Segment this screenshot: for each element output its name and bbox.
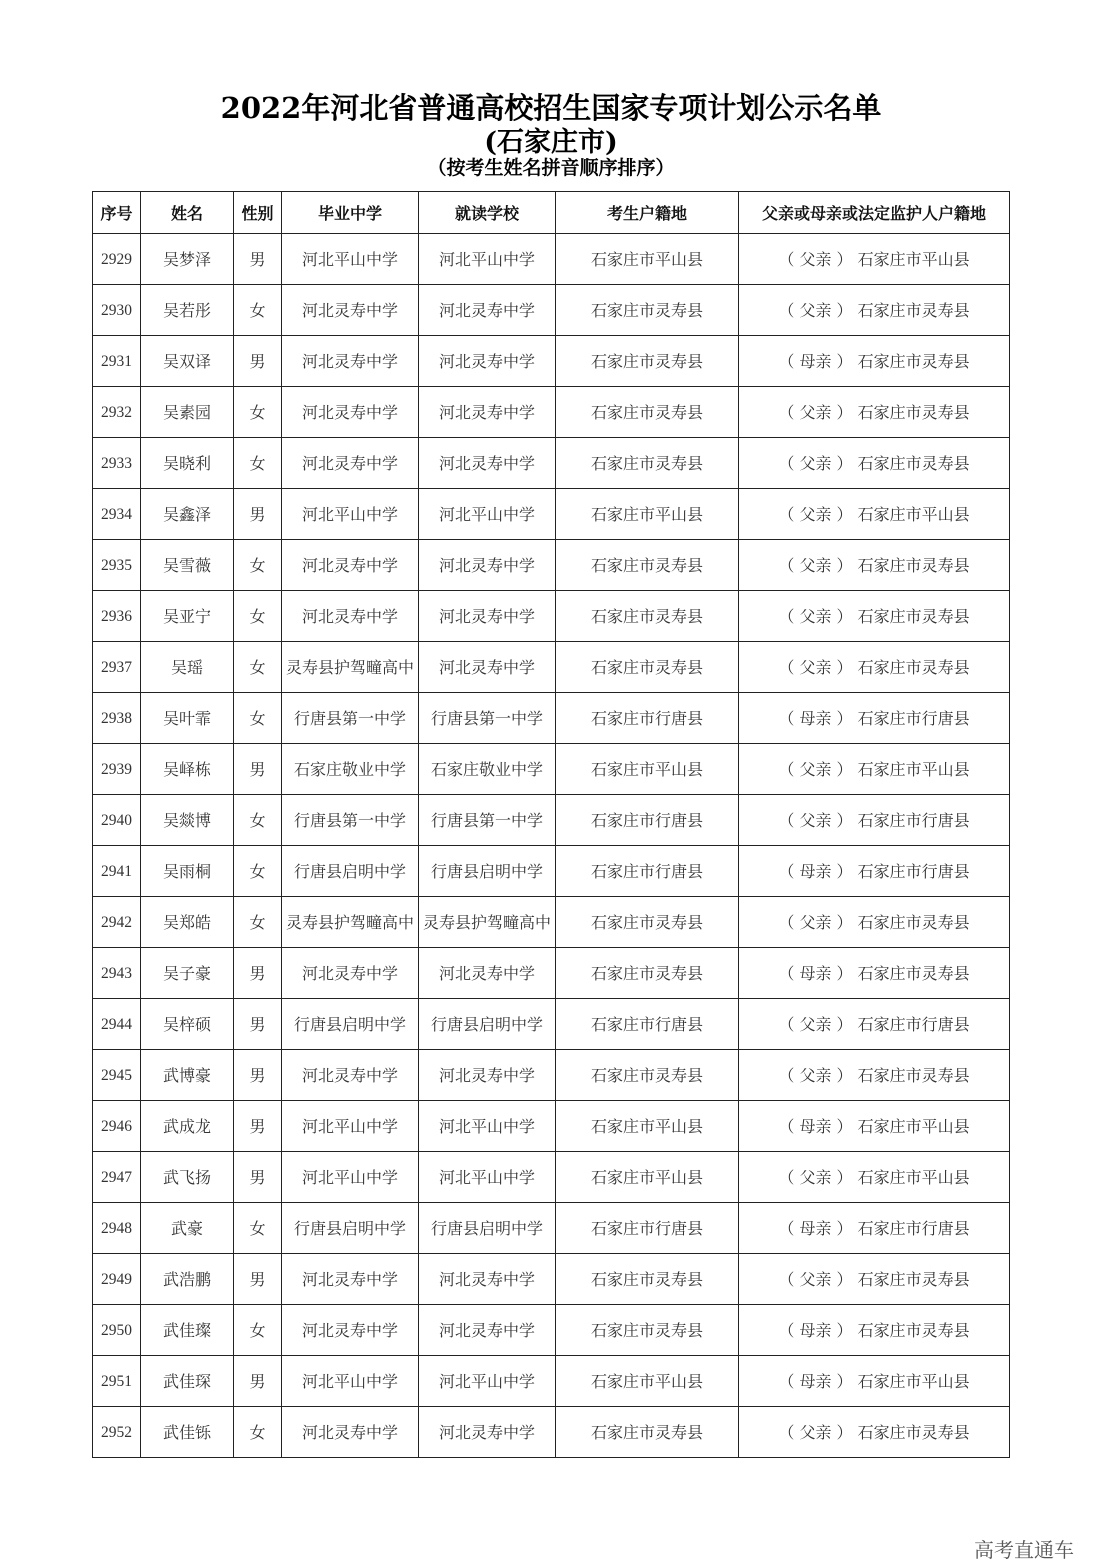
- cell-graduation-school: 河北灵寿中学: [282, 285, 419, 336]
- table-row: [93, 795, 1010, 846]
- cell-gender: 男: [234, 999, 282, 1050]
- table-row: [93, 642, 1010, 693]
- cell-name: 吴晓利: [141, 438, 234, 489]
- cell-household-registration: 石家庄市灵寿县: [556, 897, 739, 948]
- cell-gender: 男: [234, 1152, 282, 1203]
- cell-parent-household-registration: （ 父亲 ） 石家庄市灵寿县: [739, 591, 1010, 642]
- document-title: 2022年河北省普通高校招生国家专项计划公示名单: [220, 91, 882, 125]
- cell-household-registration: 石家庄市灵寿县: [556, 1407, 739, 1458]
- cell-gender: 男: [234, 1254, 282, 1305]
- cell-household-registration: 石家庄市灵寿县: [556, 285, 739, 336]
- cell-parent-household-registration: （ 父亲 ） 石家庄市行唐县: [739, 999, 1010, 1050]
- table-row: [93, 489, 1010, 540]
- cell-parent-household-registration: （ 父亲 ） 石家庄市灵寿县: [739, 387, 1010, 438]
- cell-gender: 女: [234, 438, 282, 489]
- cell-name: 吴素园: [141, 387, 234, 438]
- cell-gender: 女: [234, 1203, 282, 1254]
- cell-household-registration: 石家庄市灵寿县: [556, 642, 739, 693]
- cell-household-registration: 石家庄市灵寿县: [556, 438, 739, 489]
- cell-graduation-school: 行唐县启明中学: [282, 846, 419, 897]
- cell-parent-household-registration: （ 母亲 ） 石家庄市灵寿县: [739, 1305, 1010, 1356]
- cell-parent-household-registration: （ 父亲 ） 石家庄市灵寿县: [739, 897, 1010, 948]
- cell-graduation-school: 河北灵寿中学: [282, 948, 419, 999]
- table-row: [93, 1305, 1010, 1356]
- cell-parent-household-registration: （ 父亲 ） 石家庄市灵寿县: [739, 1407, 1010, 1458]
- cell-gender: 男: [234, 489, 282, 540]
- document-subtitle-city: (石家庄市): [484, 127, 618, 158]
- cell-household-registration: 石家庄市灵寿县: [556, 387, 739, 438]
- cell-graduation-school: 河北灵寿中学: [282, 1407, 419, 1458]
- cell-household-registration: 石家庄市平山县: [556, 1356, 739, 1407]
- cell-graduation-school: 河北灵寿中学: [282, 1254, 419, 1305]
- cell-name: 武飞扬: [141, 1152, 234, 1203]
- cell-parent-household-registration: （ 父亲 ） 石家庄市灵寿县: [739, 1254, 1010, 1305]
- table-row: [93, 999, 1010, 1050]
- cell-household-registration: 石家庄市灵寿县: [556, 1305, 739, 1356]
- watermark-text: 高考直通车: [974, 1538, 1074, 1562]
- cell-graduation-school: 河北灵寿中学: [282, 387, 419, 438]
- cell-graduation-school: 河北平山中学: [282, 489, 419, 540]
- cell-gender: 女: [234, 642, 282, 693]
- header-gender: 性别: [234, 192, 282, 234]
- cell-household-registration: 石家庄市平山县: [556, 1101, 739, 1152]
- cell-current-school: 河北灵寿中学: [419, 642, 556, 693]
- cell-household-registration: 石家庄市平山县: [556, 489, 739, 540]
- cell-current-school: 河北灵寿中学: [419, 387, 556, 438]
- cell-current-school: 河北灵寿中学: [419, 1254, 556, 1305]
- cell-parent-household-registration: （ 父亲 ） 石家庄市平山县: [739, 1152, 1010, 1203]
- cell-household-registration: 石家庄市行唐县: [556, 1203, 739, 1254]
- cell-household-registration: 石家庄市行唐县: [556, 846, 739, 897]
- cell-graduation-school: 河北平山中学: [282, 1152, 419, 1203]
- cell-name: 吴亚宁: [141, 591, 234, 642]
- cell-gender: 女: [234, 795, 282, 846]
- cell-name: 吴若彤: [141, 285, 234, 336]
- cell-current-school: 河北平山中学: [419, 1152, 556, 1203]
- cell-serial-number: 2943: [93, 948, 141, 999]
- cell-current-school: 行唐县启明中学: [419, 999, 556, 1050]
- cell-current-school: 河北灵寿中学: [419, 336, 556, 387]
- cell-graduation-school: 河北平山中学: [282, 1101, 419, 1152]
- header-name: 姓名: [141, 192, 234, 234]
- cell-gender: 男: [234, 948, 282, 999]
- cell-serial-number: 2938: [93, 693, 141, 744]
- header-parent-household-registration: 父亲或母亲或法定监护人户籍地: [739, 192, 1010, 234]
- cell-graduation-school: 河北灵寿中学: [282, 336, 419, 387]
- cell-household-registration: 石家庄市灵寿县: [556, 336, 739, 387]
- cell-gender: 女: [234, 693, 282, 744]
- cell-parent-household-registration: （ 父亲 ） 石家庄市行唐县: [739, 795, 1010, 846]
- header-current-school: 就读学校: [419, 192, 556, 234]
- cell-household-registration: 石家庄市灵寿县: [556, 591, 739, 642]
- cell-serial-number: 2930: [93, 285, 141, 336]
- cell-parent-household-registration: （ 母亲 ） 石家庄市行唐县: [739, 1203, 1010, 1254]
- cell-name: 武博豪: [141, 1050, 234, 1101]
- cell-parent-household-registration: （ 母亲 ） 石家庄市行唐县: [739, 693, 1010, 744]
- cell-graduation-school: 行唐县启明中学: [282, 1203, 419, 1254]
- table-row: [93, 1050, 1010, 1101]
- cell-gender: 男: [234, 336, 282, 387]
- cell-serial-number: 2945: [93, 1050, 141, 1101]
- cell-name: 武豪: [141, 1203, 234, 1254]
- cell-household-registration: 石家庄市行唐县: [556, 999, 739, 1050]
- cell-current-school: 河北灵寿中学: [419, 1305, 556, 1356]
- cell-serial-number: 2947: [93, 1152, 141, 1203]
- cell-current-school: 石家庄敬业中学: [419, 744, 556, 795]
- table-row: [93, 948, 1010, 999]
- cell-household-registration: 石家庄市灵寿县: [556, 540, 739, 591]
- cell-current-school: 河北平山中学: [419, 1356, 556, 1407]
- table-row: [93, 285, 1010, 336]
- cell-serial-number: 2950: [93, 1305, 141, 1356]
- cell-serial-number: 2934: [93, 489, 141, 540]
- cell-serial-number: 2939: [93, 744, 141, 795]
- cell-current-school: 河北平山中学: [419, 234, 556, 285]
- cell-name: 吴瑶: [141, 642, 234, 693]
- cell-parent-household-registration: （ 父亲 ） 石家庄市灵寿县: [739, 438, 1010, 489]
- cell-graduation-school: 灵寿县护驾疃高中: [282, 642, 419, 693]
- cell-gender: 女: [234, 591, 282, 642]
- table-row: [93, 744, 1010, 795]
- cell-current-school: 行唐县第一中学: [419, 795, 556, 846]
- cell-serial-number: 2937: [93, 642, 141, 693]
- cell-current-school: 灵寿县护驾疃高中: [419, 897, 556, 948]
- cell-current-school: 河北平山中学: [419, 1101, 556, 1152]
- cell-name: 武佳璨: [141, 1305, 234, 1356]
- cell-name: 吴鑫泽: [141, 489, 234, 540]
- cell-current-school: 河北灵寿中学: [419, 1407, 556, 1458]
- cell-serial-number: 2932: [93, 387, 141, 438]
- table-row: [93, 1203, 1010, 1254]
- cell-name: 武佳铄: [141, 1407, 234, 1458]
- table-row: [93, 846, 1010, 897]
- table-row: [93, 897, 1010, 948]
- table-row: [93, 1152, 1010, 1203]
- header-graduation-school: 毕业中学: [282, 192, 419, 234]
- cell-graduation-school: 行唐县第一中学: [282, 795, 419, 846]
- cell-gender: 男: [234, 234, 282, 285]
- cell-gender: 女: [234, 1407, 282, 1458]
- cell-name: 武成龙: [141, 1101, 234, 1152]
- cell-household-registration: 石家庄市行唐县: [556, 693, 739, 744]
- table-row: [93, 1101, 1010, 1152]
- cell-parent-household-registration: （ 母亲 ） 石家庄市灵寿县: [739, 948, 1010, 999]
- cell-name: 武浩鹏: [141, 1254, 234, 1305]
- cell-gender: 男: [234, 1050, 282, 1101]
- cell-name: 吴郑皓: [141, 897, 234, 948]
- cell-serial-number: 2935: [93, 540, 141, 591]
- cell-serial-number: 2940: [93, 795, 141, 846]
- cell-parent-household-registration: （ 父亲 ） 石家庄市灵寿县: [739, 285, 1010, 336]
- cell-gender: 女: [234, 285, 282, 336]
- cell-serial-number: 2951: [93, 1356, 141, 1407]
- cell-graduation-school: 河北平山中学: [282, 234, 419, 285]
- table-row: [93, 540, 1010, 591]
- cell-name: 吴梦泽: [141, 234, 234, 285]
- cell-graduation-school: 行唐县启明中学: [282, 999, 419, 1050]
- cell-parent-household-registration: （ 父亲 ） 石家庄市平山县: [739, 744, 1010, 795]
- cell-gender: 女: [234, 846, 282, 897]
- cell-parent-household-registration: （ 父亲 ） 石家庄市平山县: [739, 234, 1010, 285]
- table-row: [93, 438, 1010, 489]
- cell-serial-number: 2944: [93, 999, 141, 1050]
- cell-serial-number: 2931: [93, 336, 141, 387]
- cell-gender: 女: [234, 897, 282, 948]
- cell-gender: 女: [234, 540, 282, 591]
- header-serial-number: 序号: [93, 192, 141, 234]
- table-row: [93, 591, 1010, 642]
- cell-household-registration: 石家庄市行唐县: [556, 795, 739, 846]
- cell-current-school: 河北灵寿中学: [419, 948, 556, 999]
- cell-name: 吴梓硕: [141, 999, 234, 1050]
- cell-current-school: 行唐县启明中学: [419, 1203, 556, 1254]
- cell-graduation-school: 河北灵寿中学: [282, 1050, 419, 1101]
- cell-parent-household-registration: （ 母亲 ） 石家庄市行唐县: [739, 846, 1010, 897]
- cell-graduation-school: 河北灵寿中学: [282, 438, 419, 489]
- cell-serial-number: 2936: [93, 591, 141, 642]
- table-header-row: [93, 192, 1010, 234]
- cell-graduation-school: 河北平山中学: [282, 1356, 419, 1407]
- cell-name: 吴燚博: [141, 795, 234, 846]
- cell-current-school: 河北灵寿中学: [419, 438, 556, 489]
- table-row: [93, 336, 1010, 387]
- cell-current-school: 河北灵寿中学: [419, 591, 556, 642]
- cell-graduation-school: 灵寿县护驾疃高中: [282, 897, 419, 948]
- cell-household-registration: 石家庄市灵寿县: [556, 948, 739, 999]
- cell-name: 吴雨桐: [141, 846, 234, 897]
- cell-graduation-school: 行唐县第一中学: [282, 693, 419, 744]
- cell-household-registration: 石家庄市灵寿县: [556, 1050, 739, 1101]
- cell-household-registration: 石家庄市平山县: [556, 1152, 739, 1203]
- cell-name: 吴雪薇: [141, 540, 234, 591]
- cell-name: 吴峄栋: [141, 744, 234, 795]
- table-row: [93, 234, 1010, 285]
- cell-serial-number: 2929: [93, 234, 141, 285]
- cell-gender: 女: [234, 1305, 282, 1356]
- cell-parent-household-registration: （ 母亲 ） 石家庄市平山县: [739, 1101, 1010, 1152]
- cell-graduation-school: 河北灵寿中学: [282, 591, 419, 642]
- cell-serial-number: 2952: [93, 1407, 141, 1458]
- cell-parent-household-registration: （ 父亲 ） 石家庄市灵寿县: [739, 642, 1010, 693]
- cell-gender: 男: [234, 1101, 282, 1152]
- cell-serial-number: 2942: [93, 897, 141, 948]
- header-household-registration: 考生户籍地: [556, 192, 739, 234]
- cell-household-registration: 石家庄市灵寿县: [556, 1254, 739, 1305]
- cell-graduation-school: 河北灵寿中学: [282, 540, 419, 591]
- cell-household-registration: 石家庄市平山县: [556, 744, 739, 795]
- cell-graduation-school: 石家庄敬业中学: [282, 744, 419, 795]
- table-row: [93, 693, 1010, 744]
- cell-current-school: 河北灵寿中学: [419, 540, 556, 591]
- cell-current-school: 河北灵寿中学: [419, 1050, 556, 1101]
- cell-name: 吴双译: [141, 336, 234, 387]
- cell-serial-number: 2948: [93, 1203, 141, 1254]
- cell-current-school: 行唐县第一中学: [419, 693, 556, 744]
- cell-current-school: 行唐县启明中学: [419, 846, 556, 897]
- cell-parent-household-registration: （ 母亲 ） 石家庄市灵寿县: [739, 336, 1010, 387]
- table-row: [93, 1356, 1010, 1407]
- cell-parent-household-registration: （ 母亲 ） 石家庄市平山县: [739, 1356, 1010, 1407]
- cell-gender: 男: [234, 1356, 282, 1407]
- cell-serial-number: 2941: [93, 846, 141, 897]
- cell-parent-household-registration: （ 父亲 ） 石家庄市灵寿县: [739, 540, 1010, 591]
- cell-gender: 女: [234, 387, 282, 438]
- cell-gender: 男: [234, 744, 282, 795]
- table-row: [93, 1254, 1010, 1305]
- cell-household-registration: 石家庄市平山县: [556, 234, 739, 285]
- cell-current-school: 河北灵寿中学: [419, 285, 556, 336]
- cell-graduation-school: 河北灵寿中学: [282, 1305, 419, 1356]
- cell-serial-number: 2946: [93, 1101, 141, 1152]
- cell-name: 吴叶霏: [141, 693, 234, 744]
- cell-current-school: 河北平山中学: [419, 489, 556, 540]
- document-subtitle-sort-note: （按考生姓名拼音顺序排序）: [427, 157, 675, 179]
- cell-serial-number: 2949: [93, 1254, 141, 1305]
- cell-parent-household-registration: （ 父亲 ） 石家庄市平山县: [739, 489, 1010, 540]
- cell-serial-number: 2933: [93, 438, 141, 489]
- cell-name: 武佳琛: [141, 1356, 234, 1407]
- student-list-table: [92, 191, 1010, 1458]
- cell-name: 吴子豪: [141, 948, 234, 999]
- table-row: [93, 1407, 1010, 1458]
- table-row: [93, 387, 1010, 438]
- cell-parent-household-registration: （ 父亲 ） 石家庄市灵寿县: [739, 1050, 1010, 1101]
